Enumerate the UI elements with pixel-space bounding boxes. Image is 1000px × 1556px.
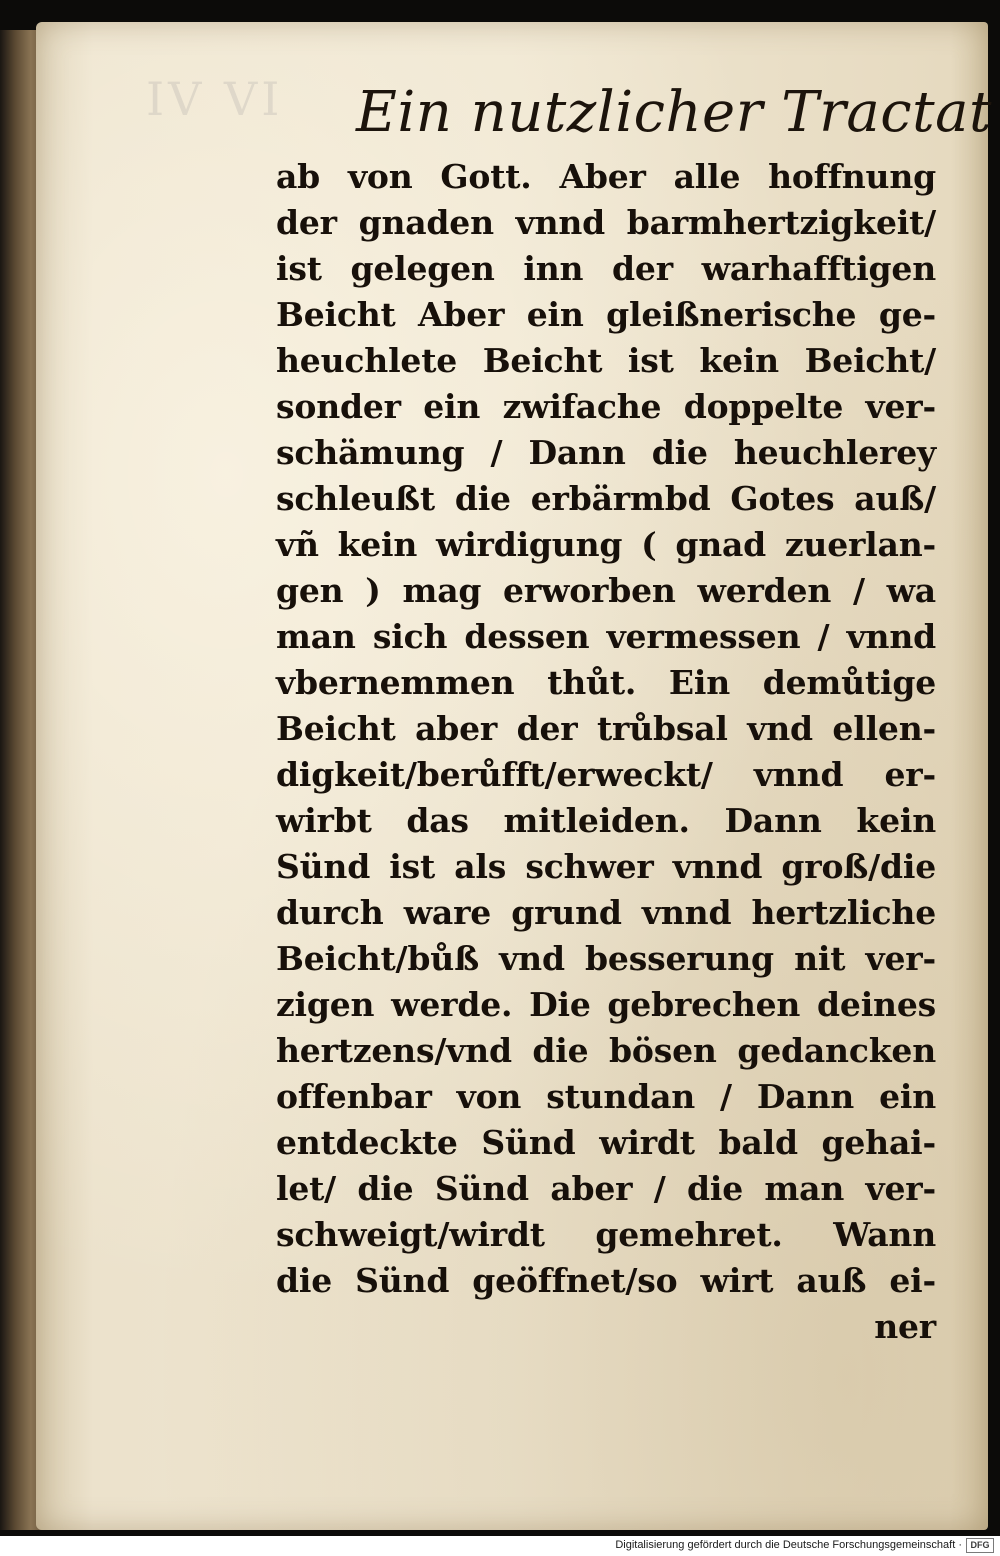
text-line: der gnaden vnnd barmhertzigkeit/ [276, 203, 936, 242]
text-line: schleußt die erbärmbd Gotes auß/ [276, 479, 936, 518]
page-running-header: Ein nutzlicher Tractat [356, 80, 993, 145]
footer-bar [0, 1536, 1000, 1556]
text-line: offenbar von stundan / Dann ein [276, 1077, 936, 1116]
text-line: heuchlete Beicht ist kein Beicht/ [276, 341, 936, 380]
text-line: Sünd ist als schwer vnnd groß/die [276, 847, 936, 886]
text-line: wirbt das mitleiden. Dann kein [276, 801, 936, 840]
text-line: ab von Gott. Aber alle hoffnung [276, 157, 936, 196]
text-line: ner [874, 1307, 936, 1346]
text-line: digkeit/berůfft/erweckt/ vnnd er- [276, 755, 936, 794]
text-line: man sich dessen vermessen / vnnd [276, 617, 936, 656]
text-line: ist gelegen inn der warhafftigen [276, 249, 936, 288]
faint-ink-bleed-mark: IV VI [146, 72, 284, 126]
text-line: vñ kein wirdigung ( gnad zuerlan- [276, 525, 936, 564]
text-line: durch ware grund vnnd hertzliche [276, 893, 936, 932]
text-line: Beicht aber der trůbsal vnd ellen- [276, 709, 936, 748]
funding-credit: Digitalisierung gefördert durch die Deutsche Forschungsgemeinschaft · [615, 1539, 962, 1551]
text-line: hertzens/vnd die bösen gedancken [276, 1031, 936, 1070]
text-line: entdeckte Sünd wirdt bald gehai- [276, 1123, 936, 1162]
text-line: zigen werde. Die gebrechen deines [276, 985, 936, 1024]
text-line: schämung / Dann die heuchlerey [276, 433, 936, 472]
text-line: die Sünd geöffnet/so wirt auß ei- [276, 1261, 936, 1300]
text-line: Beicht/bůß vnd besserung nit ver- [276, 939, 936, 978]
text-line: gen ) mag erworben werden / wa [276, 571, 936, 610]
dfg-logo: DFG [966, 1538, 994, 1553]
text-line: schweigt/wirdt gemehret. Wann [276, 1215, 936, 1254]
text-line: vbernemmen thůt. Ein demůtige [276, 663, 936, 702]
page-text-block [276, 154, 936, 1350]
text-line: let/ die Sünd aber / die man ver- [276, 1169, 936, 1208]
text-line: Beicht Aber ein gleißnerische ge- [276, 295, 936, 334]
text-line: sonder ein zwifache doppelte ver- [276, 387, 936, 426]
